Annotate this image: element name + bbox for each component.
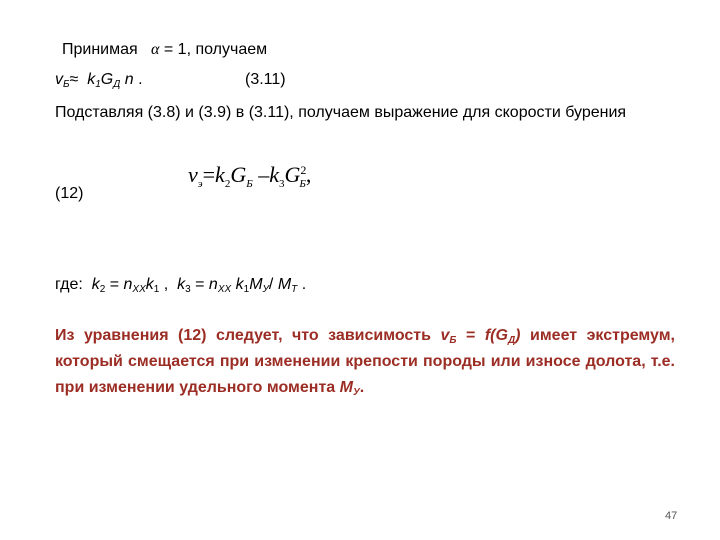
where-k2-sub: 2 bbox=[99, 284, 106, 295]
equation-number-3-11: (3.11) bbox=[245, 71, 286, 88]
conclusion-part2: имеет экстремум, который смещается при изменении крепости породы или износе долота, т.е. при изменении удельного момента bbox=[55, 327, 676, 396]
equation-3-11 bbox=[55, 70, 143, 90]
assumption-line bbox=[62, 40, 267, 60]
where-n2-sub: ХХ bbox=[217, 284, 232, 295]
where-n1-sub: ХХ bbox=[132, 284, 146, 295]
formula-12 bbox=[188, 162, 311, 188]
where-slash: / bbox=[268, 276, 274, 293]
velocity-subscript: Б bbox=[63, 79, 70, 90]
where-m2: M bbox=[277, 276, 292, 293]
where-m1: M bbox=[249, 276, 263, 293]
conclusion-v: v bbox=[440, 327, 450, 344]
conclusion-f-sub: Д bbox=[507, 335, 516, 346]
dot: . bbox=[138, 71, 143, 88]
conclusion-eq: = bbox=[465, 327, 476, 344]
assumption-text: Принимая bbox=[62, 41, 138, 58]
g-symbol: G bbox=[100, 71, 114, 88]
where-k3-sub: 3 bbox=[185, 284, 191, 295]
formula-g2-sup: 2 bbox=[300, 163, 307, 177]
formula-g1: G bbox=[230, 162, 247, 187]
page-number: 47 bbox=[665, 510, 678, 522]
conclusion-f: f(G bbox=[484, 327, 508, 344]
formula-v: v bbox=[188, 162, 198, 187]
where-eq2: = bbox=[195, 276, 205, 293]
k-symbol: k bbox=[87, 71, 96, 88]
where-k1: k bbox=[145, 276, 154, 293]
conclusion-part1: Из уравнения (12) следует, что зависимость bbox=[55, 327, 431, 344]
formula-eq: = bbox=[202, 162, 216, 187]
where-k1-sub: 1 bbox=[153, 284, 160, 295]
formula-comma: , bbox=[305, 162, 312, 187]
equation-number-12: (12) bbox=[55, 185, 84, 202]
conclusion-paragraph bbox=[55, 323, 675, 401]
formula-g2: G bbox=[284, 162, 301, 187]
where-k1b: k bbox=[235, 276, 244, 293]
k-subscript: 1 bbox=[95, 79, 101, 90]
where-end: . bbox=[301, 276, 307, 293]
formula-k3: k bbox=[269, 162, 279, 187]
alpha-symbol: α bbox=[151, 41, 160, 58]
conclusion-m-sub: У bbox=[352, 387, 360, 398]
where-label: где: bbox=[55, 276, 83, 293]
formula-k2-sub: 2 bbox=[224, 178, 231, 190]
where-k3: k bbox=[177, 276, 186, 293]
g-subscript: Д bbox=[113, 79, 121, 90]
conclusion-end: . bbox=[359, 379, 365, 396]
where-sep: , bbox=[163, 276, 169, 293]
formula-v-sub: э bbox=[197, 178, 203, 190]
where-definitions bbox=[55, 275, 306, 295]
approx-sign: ≈ bbox=[69, 71, 79, 88]
where-m2-sub: Т bbox=[291, 284, 298, 295]
conclusion-v-sub: Б bbox=[449, 335, 457, 346]
formula-k3-sub: 3 bbox=[278, 178, 285, 190]
formula-minus: – bbox=[258, 162, 270, 187]
conclusion-f-close: ) bbox=[515, 327, 521, 344]
conclusion-m: M bbox=[339, 379, 353, 396]
where-m1-sub: У bbox=[262, 284, 269, 295]
where-n2: n bbox=[208, 276, 218, 293]
formula-g2-sub: Б bbox=[299, 178, 306, 190]
n-symbol: n bbox=[124, 71, 134, 88]
velocity-symbol: v bbox=[55, 71, 63, 88]
where-eq1: = bbox=[109, 276, 120, 293]
formula-g1-sub: Б bbox=[246, 178, 253, 190]
assumption-result-text: = 1, получаем bbox=[163, 41, 268, 58]
substitution-paragraph: Подставляя (3.8) и (3.9) в (3.11), получаем выражение для скорости бурения bbox=[55, 104, 627, 121]
where-n1: n bbox=[123, 276, 133, 293]
where-k2: k bbox=[91, 276, 100, 293]
where-k1b-sub: 1 bbox=[243, 284, 250, 295]
formula-k2: k bbox=[215, 162, 225, 187]
